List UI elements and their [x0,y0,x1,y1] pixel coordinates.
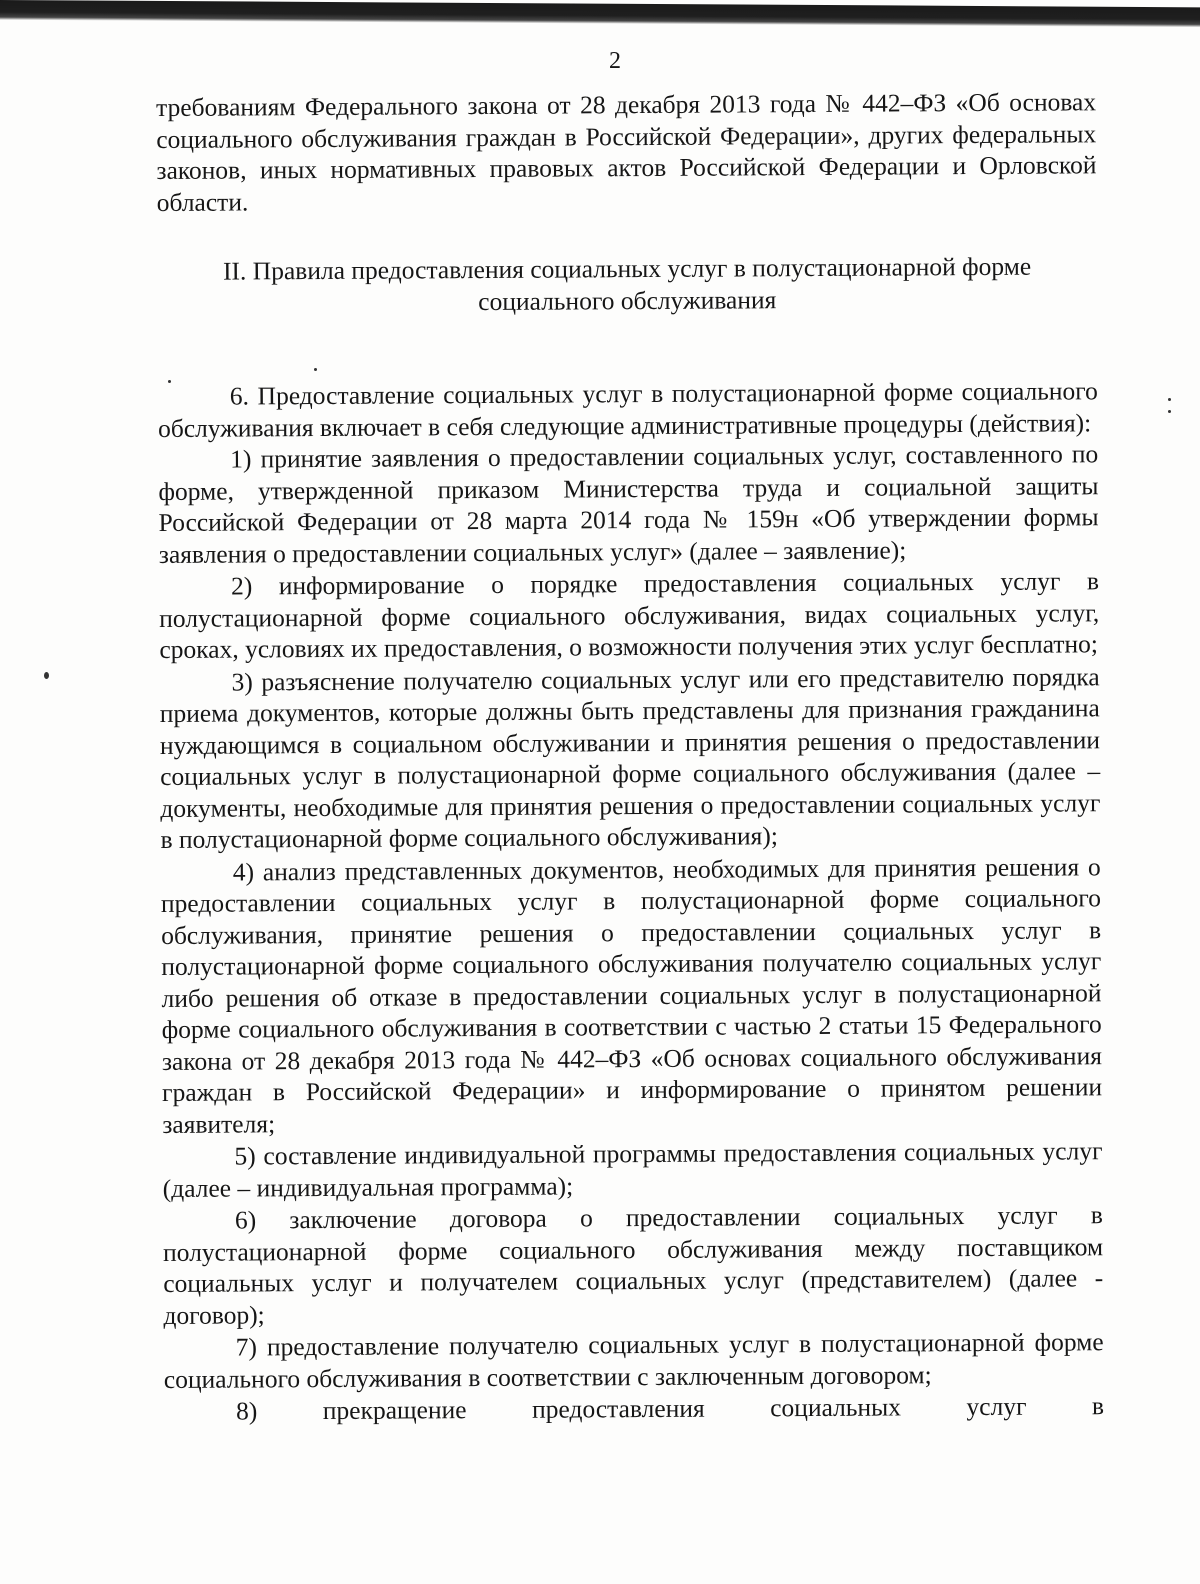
list-item: 2) информирование о порядке предоставления социальных услуг в полустационарной форме социального обслуживания, видах социальных услуг, сроках, условиях их предоставления, о возможности получения этих услуг бесплатно; [159,566,1100,664]
list-item: 6) заключение договора о предоставлении социальных услуг в полустационарной форме социального обслуживания между поставщиком социальных услуг и получателем социальных услуг (представителем) (далее - договор); [162,1200,1104,1330]
list-item: 1) принятие заявления о предоставлении социальных услуг, составленного по форме, утвержденной приказом Министерства труда и социальной защиты Российской Федерации от 28 марта 2014 года № 159н «Об утверждении формы заявления о предоставлении социальных услуг» (далее – заявление); [158,439,1099,569]
document-body [156,86,1104,1427]
page-number: 2 [609,48,621,74]
list-item: 8) прекращение предоставления социальных услуг в [235,1391,1105,1426]
scan-speck [44,672,49,679]
scan-speck [1168,398,1171,401]
list-item: 5) составление индивидуальной программы предоставления социальных услуг (далее – индивидуальная программа); [162,1136,1103,1203]
paragraph-6: 6. Предоставление социальных услуг в полустационарной форме социального обслуживания включает в себя следующие административные процедуры (действия): [157,376,1098,443]
list-item: 3) разъяснение получателю социальных услуг или его представителю порядка приема документов, которые должны быть представлены для признания гражданина нуждающимся в социальном обслуживании и принятия решения о предоставлении социальных услуг в полустационарной форме социального обслуживания (далее – документы, необходимые для принятия решения о предоставлении социальных услуг в полустационарной форме социального обслуживания); [159,661,1101,854]
intro-paragraph: требованиям Федерального закона от 28 декабря 2013 года № 442–ФЗ «Об основах социального обслуживания граждан в Российской Федерации», других федеральных законов, иных нормативных правовых актов Российской Федерации и Орловской области. [156,87,1097,217]
list-item: 4) анализ представленных документов, необходимых для принятия решения о предоставлении социальных услуг в полустационарной форме социального обслуживания, принятие решения о предоставлении социальных услуг в полустационарной форме социального обслуживания получателю социальных услуг либо решения об отказе в предоставлении социальных услуг в полустационарной форме социального обслуживания в соответствии с частью 2 статьи 15 Федерального закона от 28 декабря 2013 года № 442–ФЗ «Об основах социального обслуживания граждан в Российской Федерации» и информирование о принятом решении заявителя; [160,851,1103,1139]
scan-top-edge [0,0,1200,27]
section-heading: II. Правила предоставления социальных услуг в полустационарной форме социального обслуживания [222,251,1032,316]
scan-speck [1168,410,1171,413]
list-item: 7) предоставление получателю социальных услуг в полустационарной форме социального обслуживания в соответствии с заключенным договором; [163,1327,1104,1394]
